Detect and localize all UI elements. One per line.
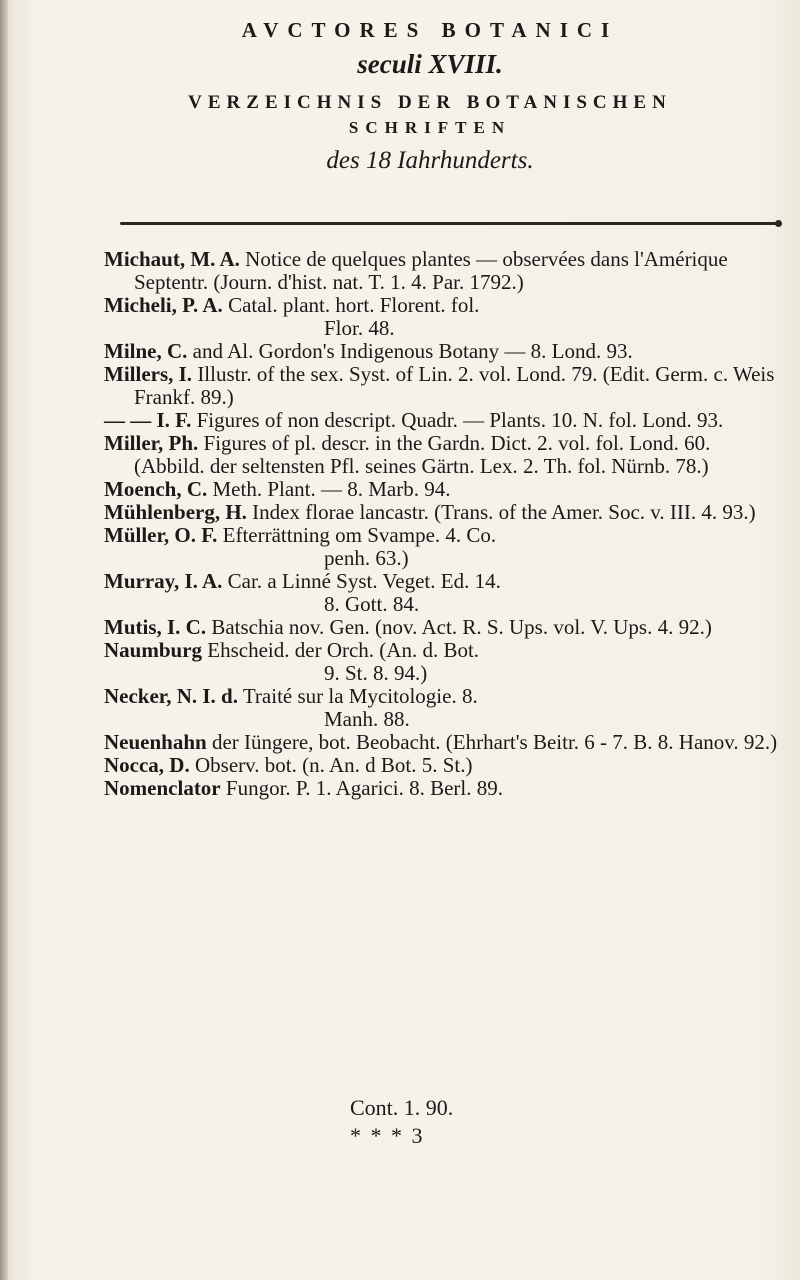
- header-title-german: VERZEICHNIS DER BOTANISCHEN: [188, 92, 672, 113]
- entry-author: Murray, I. A.: [104, 569, 223, 593]
- entry-text: Efterrättning om Svampe. 4. Co.: [222, 523, 497, 547]
- entry-text: Notice de quelques plantes — observées dans l'Amérique Septentr. (Journ. d'hist. nat. T. 1. 4. Par. 1792.): [134, 247, 728, 294]
- entry-author: Naumburg: [104, 638, 203, 662]
- entry-author: Michaut, M. A.: [104, 247, 240, 271]
- bibliography-list: [104, 248, 780, 800]
- page-footer: [350, 1095, 750, 1149]
- bibliography-entry: [104, 248, 780, 294]
- entry-text: Index florae lancastr. (Trans. of the Amer. Soc. v. III. 4. 93.): [252, 500, 756, 524]
- entry-text: Batschia nov. Gen. (nov. Act. R. S. Ups. vol. V. Ups. 4. 92.): [211, 615, 712, 639]
- bibliography-entry: [104, 685, 780, 731]
- entry-author: Nomenclator: [104, 776, 221, 800]
- header-title-latin: AVCTORES BOTANICI: [241, 18, 619, 42]
- entry-continuation: 8. Gott. 84.: [324, 592, 420, 616]
- entry-text: Observ. bot. (n. An. d Bot. 5. St.): [194, 753, 473, 777]
- bibliography-entry: [104, 432, 780, 478]
- entry-author: Neuenhahn: [104, 730, 207, 754]
- footer-continuation: Cont. 1. 90.: [350, 1095, 454, 1120]
- entry-author: Necker, N. I. d.: [104, 684, 238, 708]
- bibliography-entry: [104, 639, 780, 685]
- entry-text: Illustr. of the sex. Syst. of Lin. 2. vol. Lond. 79. (Edit. Germ. c. Weis Frankf. 89.): [134, 362, 775, 409]
- entry-text: and Al. Gordon's Indigenous Botany — 8. Lond. 93.: [192, 339, 633, 363]
- signature-mark: * * * 3: [350, 1123, 425, 1148]
- entry-text: Figures of pl. descr. in the Gardn. Dict. 2. vol. fol. Lond. 60. (Abbild. der seltensten Pfl. seines Gärtn. Lex. 2. Th. fol. Nürnb. 78.): [134, 431, 711, 478]
- entry-text: Car. a Linné Syst. Veget. Ed. 14.: [227, 569, 501, 593]
- header-divider: [120, 222, 780, 225]
- entry-continuation: penh. 63.): [324, 546, 409, 570]
- bibliography-entry: [104, 616, 780, 639]
- bibliography-entry: [104, 777, 780, 800]
- header-subtitle-latin: seculi XVIII.: [357, 49, 503, 79]
- entry-text: Fungor. P. 1. Agarici. 8. Berl. 89.: [225, 776, 503, 800]
- bibliography-entry: [104, 524, 780, 570]
- entry-continuation: Manh. 88.: [324, 707, 410, 731]
- entry-author: Millers, I.: [104, 362, 193, 386]
- header-subtitle-german: des 18 Iahrhunderts.: [326, 147, 534, 174]
- entry-text: Traité sur la Mycitologie. 8.: [242, 684, 478, 708]
- entry-text: Ehscheid. der Orch. (An. d. Bot.: [207, 638, 480, 662]
- bibliography-entry: [104, 570, 780, 616]
- page-header: [80, 18, 780, 175]
- bibliography-entry: [104, 294, 780, 340]
- entry-author: Milne, C.: [104, 339, 188, 363]
- bibliography-entry: [104, 478, 780, 501]
- entry-continuation: Flor. 48.: [324, 316, 395, 340]
- bibliography-entry: [104, 409, 780, 432]
- bibliography-entry: [104, 340, 780, 363]
- header-title-german-2: SCHRIFTEN: [348, 118, 512, 137]
- entry-text: der Iüngere, bot. Beobacht. (Ehrhart's Beitr. 6 - 7. B. 8. Hanov. 92.): [211, 730, 778, 754]
- entry-author: Mühlenberg, H.: [104, 500, 247, 524]
- entry-author: Müller, O. F.: [104, 523, 218, 547]
- entry-author: Mutis, I. C.: [104, 615, 207, 639]
- bibliography-entry: [104, 754, 780, 777]
- bibliography-entry: [104, 731, 780, 754]
- entry-author: Miller, Ph.: [104, 431, 199, 455]
- page-gutter: [0, 0, 8, 1280]
- bibliography-entry: [104, 363, 780, 409]
- entry-author: Nocca, D.: [104, 753, 190, 777]
- entry-continuation: 9. St. 8. 94.): [324, 661, 428, 685]
- bibliography-entry: [104, 501, 780, 524]
- entry-author: Moench, C.: [104, 477, 208, 501]
- entry-author: — — I. F.: [104, 408, 192, 432]
- entry-text: Meth. Plant. — 8. Marb. 94.: [212, 477, 451, 501]
- entry-text: Catal. plant. hort. Florent. fol.: [228, 293, 480, 317]
- entry-text: Figures of non descript. Quadr. — Plants. 10. N. fol. Lond. 93.: [196, 408, 724, 432]
- entry-author: Micheli, P. A.: [104, 293, 223, 317]
